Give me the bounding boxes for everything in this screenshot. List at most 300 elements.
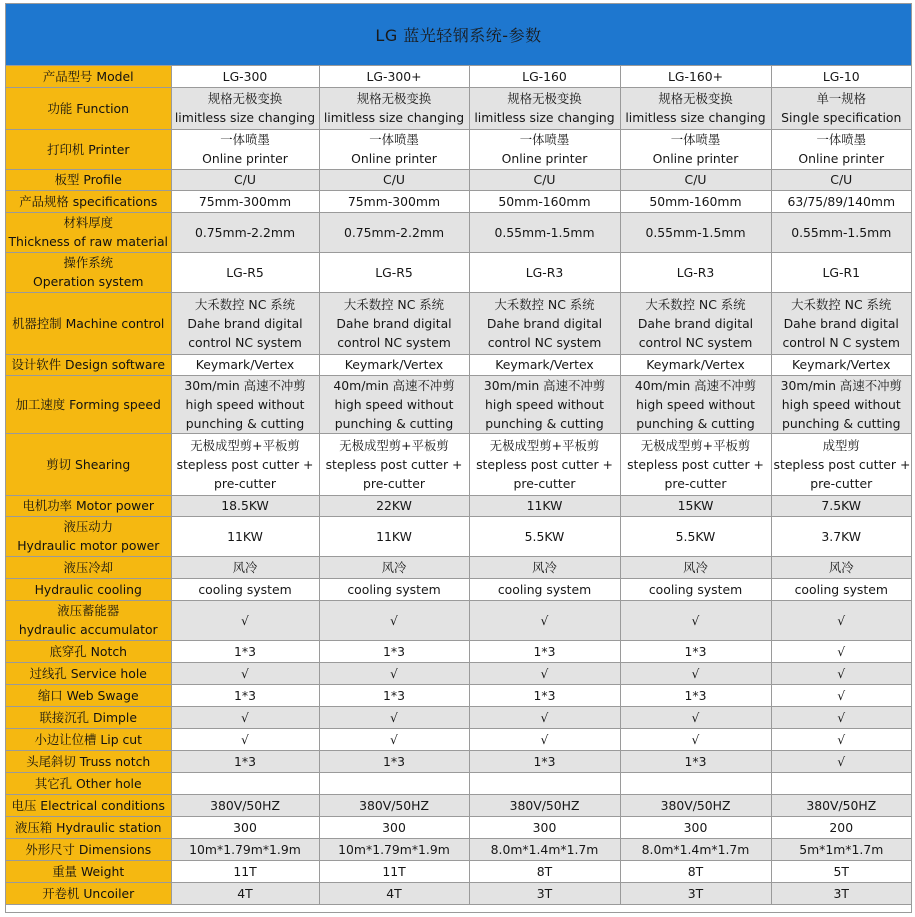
table-cell xyxy=(469,212,620,252)
table-cell xyxy=(319,882,469,904)
spec-table xyxy=(6,66,911,905)
cell-text: 75mm-300mm xyxy=(347,193,441,209)
cell-text: 4T xyxy=(386,885,402,901)
table-cell xyxy=(469,794,620,816)
cell-text: 1*3 xyxy=(684,687,707,703)
table-cell xyxy=(620,662,771,684)
cell-text: 5.5KW xyxy=(524,528,565,544)
table-cell xyxy=(171,87,319,129)
cell-text: 30m/min 高速不冲剪 xyxy=(184,377,306,393)
cell-text: LG-R3 xyxy=(525,264,564,280)
row-label xyxy=(6,662,171,684)
table-row xyxy=(6,495,911,516)
row-label xyxy=(6,600,171,640)
table-row xyxy=(6,212,911,252)
table-cell xyxy=(469,728,620,750)
row-label-line: Operation system xyxy=(33,274,144,289)
cell-text: 8.0m*1.4m*1.7m xyxy=(641,841,750,857)
table-row xyxy=(6,433,911,495)
table-cell xyxy=(469,882,620,904)
cell-text: control NC system xyxy=(638,334,753,350)
row-label-line: 联接沉孔 Dimple xyxy=(39,709,137,725)
row-label xyxy=(6,66,171,87)
cell-text: 8T xyxy=(536,863,553,879)
row-label-line: 外形尺寸 Dimensions xyxy=(25,841,152,857)
table-row xyxy=(6,728,911,750)
table-cell xyxy=(171,750,319,772)
table-cell xyxy=(771,66,911,87)
cell-text: C/U xyxy=(830,172,853,187)
cell-text: 风冷 xyxy=(683,559,708,575)
table-row xyxy=(6,375,911,433)
cell-text: 大禾数控 NC 系统 xyxy=(494,296,595,312)
cell-text: 11KW xyxy=(376,528,412,544)
cell-text: 5.5KW xyxy=(675,528,716,544)
cell-text: 大禾数控 NC 系统 xyxy=(645,296,746,312)
row-label xyxy=(6,640,171,662)
cell-text: √ xyxy=(837,612,846,628)
cell-text: √ xyxy=(390,612,398,628)
cell-text: 0.55mm-1.5mm xyxy=(791,224,892,240)
table-cell xyxy=(771,860,911,882)
table-cell xyxy=(620,252,771,292)
table-cell xyxy=(171,212,319,252)
table-cell xyxy=(620,882,771,904)
cell-text: √ xyxy=(691,709,700,725)
table-cell xyxy=(319,816,469,838)
row-label xyxy=(6,556,171,578)
table-cell xyxy=(771,433,911,495)
cell-text: 50mm-160mm xyxy=(498,193,591,209)
cell-text: √ xyxy=(540,731,549,747)
cell-text: Online printer xyxy=(652,151,739,166)
table-cell xyxy=(469,354,620,375)
table-row xyxy=(6,706,911,728)
table-cell xyxy=(469,292,620,354)
cell-text: 11KW xyxy=(227,528,263,544)
table-cell xyxy=(319,354,469,375)
table-cell xyxy=(319,129,469,169)
table-cell xyxy=(620,129,771,169)
table-row xyxy=(6,662,911,684)
cell-text: 18.5KW xyxy=(221,498,269,513)
cell-text: 15KW xyxy=(677,498,714,513)
cell-text: high speed without xyxy=(485,396,604,412)
cell-text: 3T xyxy=(833,885,849,901)
cell-text: 一体喷墨 xyxy=(670,132,721,147)
table-row xyxy=(6,129,911,169)
cell-text: √ xyxy=(241,612,249,628)
row-label xyxy=(6,252,171,292)
cell-text: 1*3 xyxy=(533,753,556,769)
table-cell xyxy=(469,662,620,684)
table-cell xyxy=(319,252,469,292)
table-cell xyxy=(171,706,319,728)
row-label-line: 操作系统 xyxy=(63,255,114,270)
cell-text: 风冷 xyxy=(381,559,407,575)
table-cell xyxy=(171,838,319,860)
cell-text: 40m/min 高速不冲剪 xyxy=(634,377,757,393)
table-cell xyxy=(171,684,319,706)
cell-text: 1*3 xyxy=(383,687,405,703)
cell-text: 1*3 xyxy=(684,643,707,659)
row-label xyxy=(6,375,171,433)
table-cell xyxy=(771,190,911,212)
cell-text: punching & cutting xyxy=(782,415,901,431)
table-cell xyxy=(620,750,771,772)
cell-text: 一体喷墨 xyxy=(220,132,270,147)
cell-text: high speed without xyxy=(334,396,454,412)
cell-text: 1*3 xyxy=(383,753,405,769)
row-label xyxy=(6,190,171,212)
table-cell xyxy=(469,66,620,87)
table-row xyxy=(6,600,911,640)
table-cell xyxy=(171,169,319,190)
cell-text: LG-300+ xyxy=(366,68,422,84)
row-label-line: 功能 Function xyxy=(47,100,129,116)
row-label-line: 头尾斜切 Truss notch xyxy=(26,753,151,769)
row-label xyxy=(6,433,171,495)
row-label-line: 电压 Electrical conditions xyxy=(11,797,165,813)
cell-text: LG-300 xyxy=(222,68,268,84)
table-cell xyxy=(771,816,911,838)
cell-text: √ xyxy=(837,643,846,659)
row-label xyxy=(6,516,171,556)
table-cell xyxy=(171,252,319,292)
table-cell xyxy=(469,516,620,556)
cell-text: limitless size changing xyxy=(323,110,465,125)
row-label-line: 重量 Weight xyxy=(52,863,125,879)
table-cell xyxy=(171,662,319,684)
row-label-line: 打印机 Printer xyxy=(47,141,130,157)
cell-text: 1*3 xyxy=(234,643,256,659)
cell-text: 3.7KW xyxy=(821,528,862,544)
cell-text: limitless size changing xyxy=(474,110,615,125)
table-cell xyxy=(469,556,620,578)
row-label xyxy=(6,728,171,750)
cell-text: √ xyxy=(540,709,549,725)
cell-text: 10m*1.79m*1.9m xyxy=(338,841,450,857)
table-cell xyxy=(771,706,911,728)
row-label-line: 产品规格 specifications xyxy=(19,193,158,209)
page-title: LG 蓝光轻钢系统-参数 xyxy=(375,26,542,45)
cell-text: stepless post cutter + xyxy=(325,456,463,472)
cell-text: √ xyxy=(837,753,846,769)
cell-text: pre-cutter xyxy=(810,475,873,491)
cell-text: Online printer xyxy=(501,151,588,166)
table-cell xyxy=(620,860,771,882)
cell-text: √ xyxy=(241,665,249,681)
table-row xyxy=(6,772,911,794)
table-cell xyxy=(319,190,469,212)
cell-text: Dahe brand digital xyxy=(637,315,754,331)
table-cell xyxy=(319,600,469,640)
cell-text: Dahe brand digital xyxy=(336,315,452,331)
table-row xyxy=(6,556,911,578)
cell-text: LG-160+ xyxy=(667,68,723,84)
table-cell xyxy=(319,516,469,556)
table-cell xyxy=(171,354,319,375)
table-cell xyxy=(171,495,319,516)
row-label xyxy=(6,772,171,794)
table-cell xyxy=(319,794,469,816)
table-cell xyxy=(771,794,911,816)
cell-text: 300 xyxy=(233,819,257,835)
table-cell xyxy=(469,816,620,838)
table-row xyxy=(6,684,911,706)
table-cell xyxy=(319,772,469,794)
cell-text: 1*3 xyxy=(684,753,707,769)
cell-text: √ xyxy=(390,731,398,747)
table-row xyxy=(6,838,911,860)
row-label-line: 产品型号 Model xyxy=(42,68,134,84)
table-cell xyxy=(620,375,771,433)
cell-text: √ xyxy=(540,612,549,628)
table-cell xyxy=(771,750,911,772)
table-cell xyxy=(620,495,771,516)
table-cell xyxy=(319,212,469,252)
row-label-line: 小边让位槽 Lip cut xyxy=(34,731,143,747)
row-label-line: 液压箱 Hydraulic station xyxy=(15,819,162,835)
cell-text: Dahe brand digital xyxy=(783,315,899,331)
cell-text: 40m/min 高速不冲剪 xyxy=(333,377,455,393)
table-cell xyxy=(469,706,620,728)
spec-sheet xyxy=(5,3,912,913)
cell-text: 75mm-300mm xyxy=(198,193,292,209)
table-row xyxy=(6,354,911,375)
row-label-line: 板型 Profile xyxy=(54,172,122,187)
cell-text: cooling system xyxy=(198,581,292,597)
cell-text: √ xyxy=(837,731,846,747)
cell-text: control N C system xyxy=(782,334,900,350)
cell-text: 单一规格 xyxy=(816,91,867,106)
table-cell xyxy=(319,662,469,684)
cell-text: 200 xyxy=(829,819,854,835)
table-cell xyxy=(620,578,771,600)
row-label xyxy=(6,129,171,169)
cell-text: Online printer xyxy=(351,151,437,166)
table-cell xyxy=(171,190,319,212)
row-label-line: Thickness of raw material xyxy=(8,234,169,249)
table-row xyxy=(6,882,911,904)
cell-text: punching & cutting xyxy=(334,415,454,431)
cell-text: pre-cutter xyxy=(214,475,276,491)
cell-text: 0.55mm-1.5mm xyxy=(494,224,595,240)
table-cell xyxy=(620,640,771,662)
table-cell xyxy=(771,662,911,684)
cell-text: pre-cutter xyxy=(363,475,425,491)
table-cell xyxy=(620,816,771,838)
table-row xyxy=(6,860,911,882)
cell-text: Keymark/Vertex xyxy=(646,357,745,372)
table-cell xyxy=(319,556,469,578)
cell-text: 300 xyxy=(382,819,406,835)
table-cell xyxy=(319,684,469,706)
row-label-line: 材料厚度 xyxy=(63,215,114,230)
table-cell xyxy=(469,640,620,662)
table-row xyxy=(6,640,911,662)
table-row xyxy=(6,169,911,190)
table-cell xyxy=(319,578,469,600)
cell-text: Keymark/Vertex xyxy=(495,357,594,372)
cell-text: 380V/50HZ xyxy=(660,797,731,813)
row-label-line: 缩口 Web Swage xyxy=(37,687,139,703)
cell-text: 大禾数控 NC 系统 xyxy=(343,296,445,312)
cell-text: √ xyxy=(241,709,249,725)
cell-text: 8.0m*1.4m*1.7m xyxy=(490,841,599,857)
table-cell xyxy=(620,556,771,578)
table-cell xyxy=(171,600,319,640)
table-cell xyxy=(771,252,911,292)
cell-text: cooling system xyxy=(497,581,592,597)
row-label-line: Hydraulic motor power xyxy=(17,538,160,553)
cell-text: 5T xyxy=(833,863,849,879)
cell-text: 无极成型剪+平板剪 xyxy=(339,437,449,453)
cell-text: 规格无极变换 xyxy=(658,91,733,106)
cell-text: C/U xyxy=(234,172,256,187)
spec-table-body xyxy=(6,66,911,904)
table-cell xyxy=(171,516,319,556)
table-cell xyxy=(771,516,911,556)
cell-text: stepless post cutter + xyxy=(476,456,613,472)
cell-text: 0.75mm-2.2mm xyxy=(343,224,445,240)
cell-text: 一体喷墨 xyxy=(519,132,570,147)
table-cell xyxy=(469,860,620,882)
cell-text: 3T xyxy=(536,885,553,901)
table-cell xyxy=(771,772,911,794)
cell-text: LG-R3 xyxy=(676,264,715,280)
cell-text: 大禾数控 NC 系统 xyxy=(194,296,296,312)
cell-text: √ xyxy=(540,665,549,681)
table-cell xyxy=(319,728,469,750)
table-cell xyxy=(469,838,620,860)
table-row xyxy=(6,292,911,354)
table-cell xyxy=(469,772,620,794)
cell-text: 4T xyxy=(237,885,253,901)
table-cell xyxy=(171,433,319,495)
table-cell xyxy=(171,728,319,750)
table-cell xyxy=(469,495,620,516)
table-cell xyxy=(469,684,620,706)
row-label xyxy=(6,578,171,600)
cell-text: LG-10 xyxy=(822,68,860,84)
cell-text: √ xyxy=(691,731,700,747)
cell-text: 3T xyxy=(687,885,704,901)
table-cell xyxy=(171,794,319,816)
cell-text: 风冷 xyxy=(828,559,854,575)
table-cell xyxy=(171,375,319,433)
cell-text: LG-R5 xyxy=(375,264,413,280)
cell-text: pre-cutter xyxy=(664,475,727,491)
cell-text: LG-160 xyxy=(522,68,567,84)
table-cell xyxy=(319,706,469,728)
table-cell xyxy=(171,292,319,354)
row-label xyxy=(6,495,171,516)
cell-text: Online printer xyxy=(202,151,288,166)
row-label-line: 电机功率 Motor power xyxy=(22,498,155,513)
table-cell xyxy=(771,375,911,433)
table-cell xyxy=(620,794,771,816)
cell-text: LG-R1 xyxy=(822,264,860,280)
cell-text: 0.75mm-2.2mm xyxy=(194,224,296,240)
cell-text: stepless post cutter + xyxy=(627,456,764,472)
cell-text: 无极成型剪+平板剪 xyxy=(489,437,600,453)
cell-text: 大禾数控 NC 系统 xyxy=(791,296,892,312)
table-row xyxy=(6,252,911,292)
cell-text: stepless post cutter + xyxy=(773,456,911,472)
cell-text: cooling system xyxy=(794,581,888,597)
table-cell xyxy=(771,169,911,190)
table-cell xyxy=(771,640,911,662)
table-cell xyxy=(171,66,319,87)
cell-text: cooling system xyxy=(648,581,743,597)
cell-text: punching & cutting xyxy=(636,415,755,431)
row-label xyxy=(6,87,171,129)
row-label xyxy=(6,292,171,354)
cell-text: 1*3 xyxy=(533,643,556,659)
table-cell xyxy=(319,375,469,433)
table-cell xyxy=(469,129,620,169)
cell-text: limitless size changing xyxy=(174,110,316,125)
table-cell xyxy=(319,66,469,87)
table-cell xyxy=(319,750,469,772)
table-cell xyxy=(319,292,469,354)
table-cell xyxy=(620,169,771,190)
table-cell xyxy=(771,87,911,129)
cell-text: 11T xyxy=(382,863,406,879)
row-label xyxy=(6,706,171,728)
cell-text: 规格无极变换 xyxy=(356,91,432,106)
cell-text: stepless post cutter + xyxy=(176,456,314,472)
table-row xyxy=(6,794,911,816)
cell-text: 1*3 xyxy=(533,687,556,703)
table-cell xyxy=(469,190,620,212)
row-label-line: 液压冷却 xyxy=(63,559,114,575)
row-label-line: 过线孔 Service hole xyxy=(29,665,147,681)
cell-text: 无极成型剪+平板剪 xyxy=(190,437,300,453)
cell-text: high speed without xyxy=(185,396,305,412)
table-cell xyxy=(469,252,620,292)
table-cell xyxy=(620,772,771,794)
cell-text: √ xyxy=(837,709,846,725)
table-cell xyxy=(319,860,469,882)
row-label xyxy=(6,354,171,375)
row-label xyxy=(6,684,171,706)
table-cell xyxy=(771,292,911,354)
table-cell xyxy=(771,838,911,860)
table-cell xyxy=(620,190,771,212)
table-row xyxy=(6,190,911,212)
cell-text: pre-cutter xyxy=(513,475,576,491)
cell-text: 规格无极变换 xyxy=(207,91,283,106)
table-cell xyxy=(620,838,771,860)
row-label xyxy=(6,882,171,904)
table-cell xyxy=(620,87,771,129)
table-cell xyxy=(319,169,469,190)
table-cell xyxy=(469,169,620,190)
table-cell xyxy=(171,860,319,882)
table-row xyxy=(6,816,911,838)
table-cell xyxy=(171,816,319,838)
cell-text: √ xyxy=(837,665,846,681)
table-cell xyxy=(469,750,620,772)
table-cell xyxy=(771,882,911,904)
cell-text: 7.5KW xyxy=(821,498,862,513)
cell-text: √ xyxy=(390,709,398,725)
cell-text: 风冷 xyxy=(532,559,557,575)
table-cell xyxy=(620,433,771,495)
cell-text: 1*3 xyxy=(383,643,405,659)
